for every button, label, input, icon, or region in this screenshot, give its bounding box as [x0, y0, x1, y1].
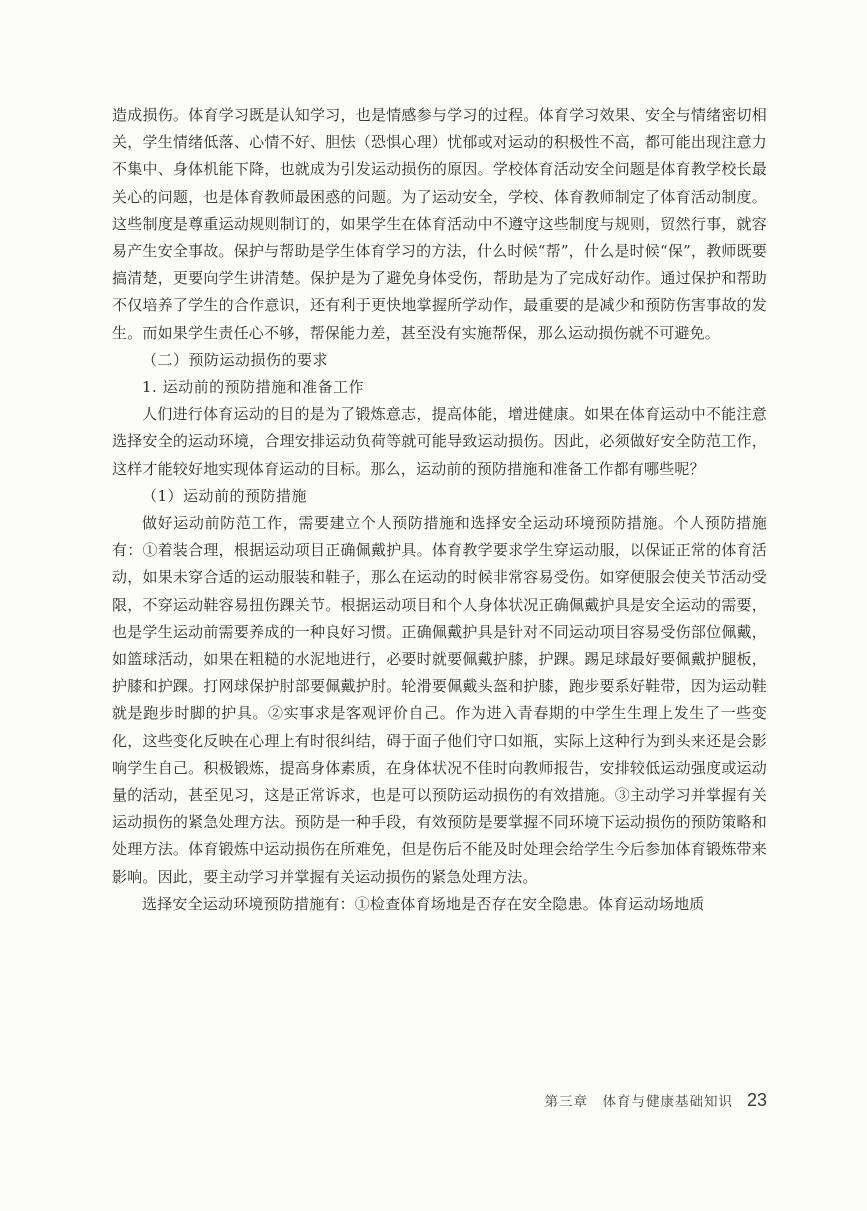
paragraph-environment-measures: 选择安全运动环境预防措施有：①检查体育场地是否存在安全隐患。体育运动场地质 [142, 894, 705, 913]
page-body [112, 102, 767, 918]
section-heading: （二）预防运动损伤的要求 [142, 350, 329, 369]
running-chapter-title: 第三章 体育与健康基础知识 [544, 1094, 733, 1110]
paragraph-preparation-intro: 人们进行体育运动的目的是为了锻炼意志，提高体能，增进健康。如果在体育运动中不能注意选择安全的运动环境，合理安排运动负荷等就可能导致运动损伤。因此，必须做好安全防范工作，这样才能较好地实现体育运动的目标。那么，运动前的预防措施和准备工作都有哪些呢？ [112, 405, 767, 478]
paragraph-safety-causes: 造成损伤。体育学习既是认知学习，也是情感参与学习的过程。体育学习效果、安全与情绪密切相关，学生情绪低落、心情不好、胆怯（恐惧心理）忧郁或对运动的积极性不高，都可能出现注意力不集中、身体机能下降，也就成为引发运动损伤的原因。学校体育活动安全问题是体育教学校长最关心的问题，也是体育教师最困惑的问题。为了运动安全，学校、体育教师制定了体育活动制度。这些制度是尊重运动规则制订的，如果学生在体育活动中不遵守这些制度与规则，贸然行事，就容易产生安全事故。保护与帮助是学生体育学习的方法，什么时候“帮”，什么是时候“保”，教师既要搞清楚，更要向学生讲清楚。保护是为了避免身体受伤，帮助是为了完成好动作。通过保护和帮助不仅培养了学生的合作意识，还有利于更快地掌握所学动作，最重要的是减少和预防伤害事故的发生。而如果学生责任心不够，帮保能力差，甚至没有实施帮保，那么运动损伤就不可避免。 [112, 106, 767, 342]
paragraph-personal-measures: 做好运动前防范工作，需要建立个人预防措施和选择安全运动环境预防措施。个人预防措施有：①着装合理，根据运动项目正确佩戴护具。体育教学要求学生穿运动服，以保证正常的体育活动，如果未穿合适的运动服装和鞋子，那么在运动的时候非常容易受伤。如穿便服会使关节活动受限，不穿运动鞋容易扭伤踝关节。根据运动项目和个人身体状况正确佩戴护具是安全运动的需要，也是学生运动前需要养成的一种良好习惯。正确佩戴护具是针对不同运动项目容易受伤部位佩戴，如篮球活动，如果在粗糙的水泥地进行，必要时就要佩戴护膝，护踝。踢足球最好要佩戴护腿板，护膝和护踝。打网球保护肘部要佩戴护肘。轮滑要佩戴头盔和护膝，跑步要系好鞋带，因为运动鞋就是跑步时脚的护具。②实事求是客观评价自己。作为进入青春期的中学生生理上发生了一些变化，这些变化反映在心理上有时很纠结，碍于面子他们守口如瓶，实际上这种行为到头来还是会影响学生自己。积极锻炼，提高身体素质，在身体状况不佳时向教师报告，安排较低运动强度或运动量的活动，甚至见习，这是正常诉求，也是可以预防运动损伤的有效措施。③主动学习并掌握有关运动损伤的紧急处理方法。预防是一种手段，有效预防是要掌握不同环境下运动损伤的预防策略和处理方法。体育锻炼中运动损伤在所难免，但是伤后不能及时处理会给学生今后参加体育锻炼带来影响。因此，要主动学习并掌握有关运动损伤的紧急处理方法。 [112, 514, 767, 886]
page-number: 23 [746, 1090, 767, 1110]
page-footer [112, 1090, 767, 1111]
subsection-heading: 1. 运动前的预防措施和准备工作 [142, 378, 365, 397]
sub-subsection-heading: （1）运动前的预防措施 [142, 486, 308, 505]
